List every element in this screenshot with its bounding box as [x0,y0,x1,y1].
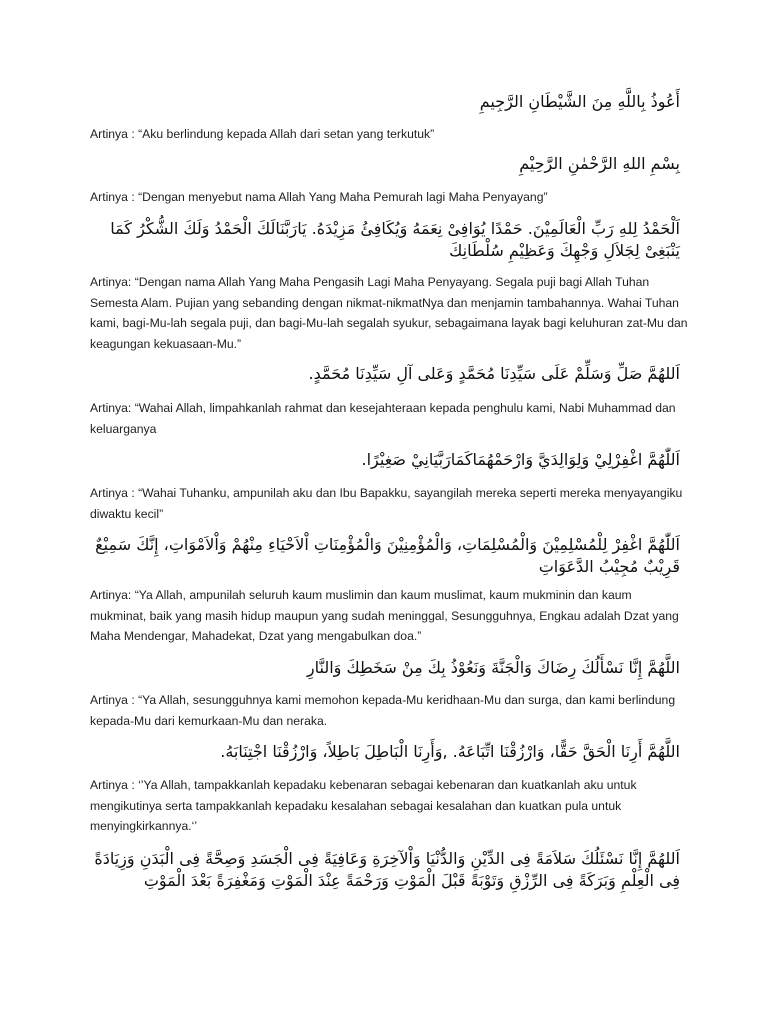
arabic-verse-hamdalah: اَلْحَمْدُ لِلهِ رَبِّ الْعَالَمِيْنَ. حَمْدًا يُوَافِىْ نِعَمَهُ وَيُكَافِئُ مَزِيْدَهُ. يَارَبَّنَالَكَ الْحَمْدُ وَلَكَ الشُّكْرُ كَمَا يَنْبَغِىْ لِجَلاَلِ وَجْهِكَ وَعَظِيْمِ سُلْطَانِكَ [110,219,680,260]
translation-haqq: Artinya : ‘’Ya Allah, tampakkanlah kepadaku kebenaran sebagai kebenaran dan kuatkanlah aku untuk mengikutinya serta tampakkanlah kepadaku kesalahan sebagai kesalahan dan kuatkan pula untuk menyingkirkannya.‘’ [90,778,637,833]
translation-ridha: Artinya : “Ya Allah, sesungguhnya kami memohon kepada-Mu keridhaan-Mu dan surga, dan kami berlindung kepada-Mu dari kemurkaan-Mu dan neraka. [90,693,676,728]
arabic-verse-shalawat: اَللهُمَّ صَلِّ وَسَلِّمْ عَلَى سَيِّدِنَا مُحَمَّدٍ وَعَلى آلِ سَيِّدِنَا مُحَمَّدٍ. [308,364,680,383]
translation-muslimin: Artinya: “Ya Allah, ampunilah seluruh kaum muslimin dan kaum muslimat, kaum mukminin dan kaum mukminat, baik yang masih hidup maupun yang sudah meninggal, Sesungguhnya, Engkau adalah Dzat yang Maha Mendengar, Mahadekat, Dzat yang mengabulkan doa.” [90,588,679,643]
arabic-verse-haqq: اللَّهُمَّ أَرِنَا الْحَقَّ حَقًّا، وَارْزُقْنَا اتِّبَاعَهُ. ,وَأَرِنَا الْبَاطِلَ بَاطِلاً، وَارْزُقْنَا اجْتِنَابَهُ. [220,742,680,761]
arabic-verse-muslimin: اَللّٰهُمَّ اغْفِرْ لِلْمُسْلِمِيْنَ وَالْمُسْلِمَاتِ، وَالْمُؤْمِنِيْنَ وَالْمُؤْمِنَاتِ اْلاَحْيَاءِ مِنْهُمْ وَاْلاَمْوَاتِ، إِنَّكَ سَمِيْعٌ قَرِيْبٌ مُجِيْبُ الدَّعَوَاتِ [95,535,680,576]
arabic-verse-taawudz: أَعُوذُ بِاللَّهِ مِنَ الشَّيْطَانِ الرَّجِيمِ [479,92,680,111]
translation-shalawat: Artinya: “Wahai Allah, limpahkanlah rahmat dan kesejahteraan kepada penghulu kami, Nabi Muhammad dan keluarganya [90,401,676,436]
arabic-verse-ridha: اللَّهُمَّ إِنَّا نَسْأَلُكَ رِضَاكَ وَالْجَنَّةَ وَنَعُوْذُ بِكَ مِنْ سَخَطِكَ وَالنَّارِ [306,658,680,677]
translation-parents: Artinya : “Wahai Tuhanku, ampunilah aku dan Ibu Bapakku, sayangilah mereka seperti mereka menyayangiku diwaktu kecil” [90,486,683,521]
arabic-verse-basmalah: بِسْمِ اللهِ الرَّحْمٰنِ الرَّحِيْمِ [519,154,680,173]
arabic-verse-salamah: اَللهُمَّ إِنَّا نَسْئَلُكَ سَلاَمَةً فِى الدِّيْنِ وَالدُّنْيَا وَاْلآخِرَةِ وَعَافِيَةً فِى الْجَسَدِ وَصِحَّةً فِى الْبَدَنِ وَزِيَادَةً فِى الْعِلْمِ وَبَرَكَةً فِى الرِّزْقِ وَتَوْبَةً قَبْلَ الْمَوْتِ وَرَحْمَةً عِنْدَ الْمَوْتِ وَمَغْفِرَةً بَعْدَ الْمَوْتِ [94,849,680,890]
arabic-verse-parents: اَللّٰهُمَّ اغْفِرْلِيْ وَلِوَالِدَيَّ وَارْحَمْهُمَاكَمَارَبَّيَانِيْ صَغِيْرًا. [361,450,680,469]
translation-basmalah: Artinya : “Dengan menyebut nama Allah Yang Maha Pemurah lagi Maha Penyayang” [90,190,548,204]
translation-taawudz: Artinya : “Aku berlindung kepada Allah dari setan yang terkutuk” [90,127,435,141]
translation-hamdalah: Artinya: “Dengan nama Allah Yang Maha Pengasih Lagi Maha Penyayang. Segala puji bagi Allah Tuhan Semesta Alam. Pujian yang sebanding dengan nikmat-nikmatNya dan menjamin tambahannya. Wahai Tuhan kami, bagi-Mu-lah segala puji, dan bagi-Mu-lah segalah syukur, sebagaimana layak bagi keluhuran zat-Mu dan keagungan kekuasaan-Mu.” [90,275,688,351]
